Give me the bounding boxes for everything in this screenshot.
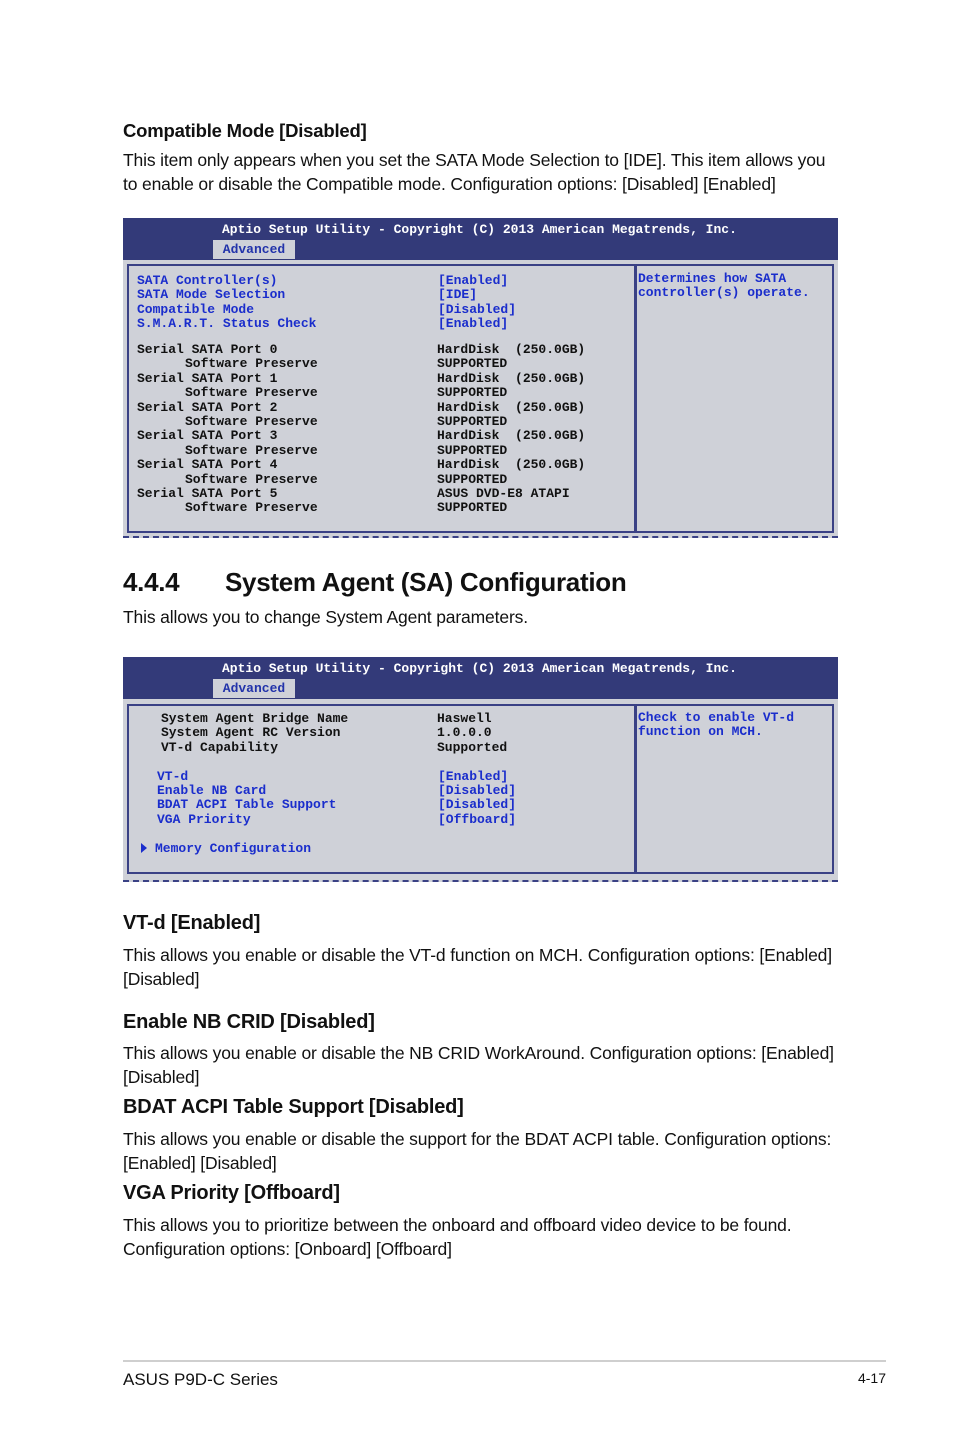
vga-priority-description: This allows you to prioritize between the onboard and offboard video device to be found. Configuration options: [Onboard] [Offboard] [123,1215,792,1259]
footer-page-number: 4-17 [857,1370,886,1386]
bdat-acpi-heading: BDAT ACPI Table Support [Disabled] [123,1096,464,1118]
port-0-sub: Software Preserve [185,356,318,372]
menu-item-compatible-mode[interactable]: Compatible Mode [137,301,255,317]
value-compatible-mode[interactable]: [Disabled] [438,301,517,317]
port-0-subvalue: SUPPORTED [437,356,508,372]
bios-header [123,218,838,260]
port-0-value: HardDisk (250.0GB) [437,342,586,357]
help-text-line1: Determines how SATA [638,271,787,286]
value-vga-priority[interactable]: [Offboard] [438,811,517,827]
port-2-value: HardDisk (250.0GB) [437,399,586,415]
footer-product: ASUS P9D-C Series [123,1370,278,1389]
value-sata-mode[interactable]: [IDE] [438,287,478,303]
info-vtd-capability-label: VT-d Capability [161,739,279,755]
bios-dashed-border [123,880,838,882]
menu-item-sata-controller[interactable]: SATA Controller(s) [137,273,278,288]
port-1-sub: Software Preserve [185,385,318,401]
help-text-line2: controller(s) operate. [638,285,810,301]
submenu-arrow-icon [141,843,147,853]
vtd-heading: VT-d [Enabled] [123,912,261,934]
port-3-value: HardDisk (250.0GB) [437,428,586,444]
bios-dashed-border [123,536,838,538]
panel-divider [636,704,637,874]
compatible-mode-description: This item only appears when you set the SATA Mode Selection to [IDE]. This item allows you to enable or disable the Compatible mode. Configuration options: [Disabled] [Enabled] [123,150,826,194]
port-3-label: Serial SATA Port 3 [137,428,278,444]
menu-item-vtd[interactable]: VT-d [157,768,189,784]
port-4-subvalue: SUPPORTED [437,471,508,487]
footer-rule [123,1360,886,1362]
bios-screen-system-agent [123,657,838,882]
info-vtd-capability-value: Supported [437,739,508,755]
tab-advanced[interactable]: Advanced [213,240,295,259]
info-bridge-name-label: System Agent Bridge Name [161,711,349,726]
port-4-label: Serial SATA Port 4 [137,457,278,473]
panel-divider [636,264,637,533]
submenu-memory-configuration[interactable]: Memory Configuration [155,840,312,856]
section-number: 4.4.4 [123,567,180,597]
port-0-label: Serial SATA Port 0 [137,342,278,357]
help-text-line1: Check to enable VT-d [638,710,795,725]
bios-screen-sata [123,218,838,538]
value-sata-controller[interactable]: [Enabled] [438,273,509,288]
bios-header [123,657,838,699]
tab-advanced[interactable]: Advanced [213,679,295,698]
help-text-line2: function on MCH. [638,724,763,740]
port-1-subvalue: SUPPORTED [437,385,508,401]
bios-main-panel [127,704,636,874]
bios-help-panel [636,704,834,874]
menu-item-vga-priority[interactable]: VGA Priority [157,811,251,827]
port-2-subvalue: SUPPORTED [437,414,508,429]
value-bdat-acpi[interactable]: [Disabled] [438,797,517,813]
vtd-description: This allows you enable or disable the VT-d function on MCH. Configuration options: [Enabled] [Disabled] [123,945,832,989]
bios-title: Aptio Setup Utility - Copyright (C) 2013 American Megatrends, Inc. [222,661,737,676]
bdat-acpi-description: This allows you enable or disable the support for the BDAT ACPI table. Configuration options: [Enabled] [Disabled] [123,1129,832,1173]
menu-item-smart-check[interactable]: S.M.A.R.T. Status Check [137,316,317,332]
value-vtd[interactable]: [Enabled] [438,768,509,784]
info-rc-version-label: System Agent RC Version [161,725,341,741]
menu-item-bdat-acpi[interactable]: BDAT ACPI Table Support [157,797,337,813]
bios-title: Aptio Setup Utility - Copyright (C) 2013 American Megatrends, Inc. [222,222,737,237]
menu-item-sata-mode[interactable]: SATA Mode Selection [137,287,286,303]
nb-crid-description: This allows you enable or disable the NB CRID WorkAround. Configuration options: [Enabled] [Disabled] [123,1043,834,1087]
port-5-value: ASUS DVD-E8 ATAPI [437,486,570,501]
port-4-sub: Software Preserve [185,471,318,487]
port-5-label: Serial SATA Port 5 [137,486,278,501]
bios-main-panel [127,264,636,533]
section-intro: This allows you to change System Agent parameters. [123,607,528,627]
vga-priority-heading: VGA Priority [Offboard] [123,1182,340,1204]
port-3-subvalue: SUPPORTED [437,442,508,458]
port-1-value: HardDisk (250.0GB) [437,370,586,386]
port-3-sub: Software Preserve [185,442,318,458]
value-enable-nb-card[interactable]: [Disabled] [438,783,517,798]
section-title: System Agent (SA) Configuration [225,567,627,597]
port-5-sub: Software Preserve [185,500,318,516]
bios-help-panel [636,264,834,533]
nb-crid-heading: Enable NB CRID [Disabled] [123,1011,375,1033]
port-5-subvalue: SUPPORTED [437,500,508,516]
value-smart-check[interactable]: [Enabled] [438,316,509,332]
port-1-label: Serial SATA Port 1 [137,370,278,386]
info-rc-version-value: 1.0.0.0 [437,725,492,741]
port-4-value: HardDisk (250.0GB) [437,457,586,473]
menu-item-enable-nb-card[interactable]: Enable NB Card [157,783,267,798]
compatible-mode-heading: Compatible Mode [Disabled] [123,120,367,141]
info-bridge-name-value: Haswell [437,711,492,726]
port-2-sub: Software Preserve [185,414,318,429]
port-2-label: Serial SATA Port 2 [137,399,278,415]
